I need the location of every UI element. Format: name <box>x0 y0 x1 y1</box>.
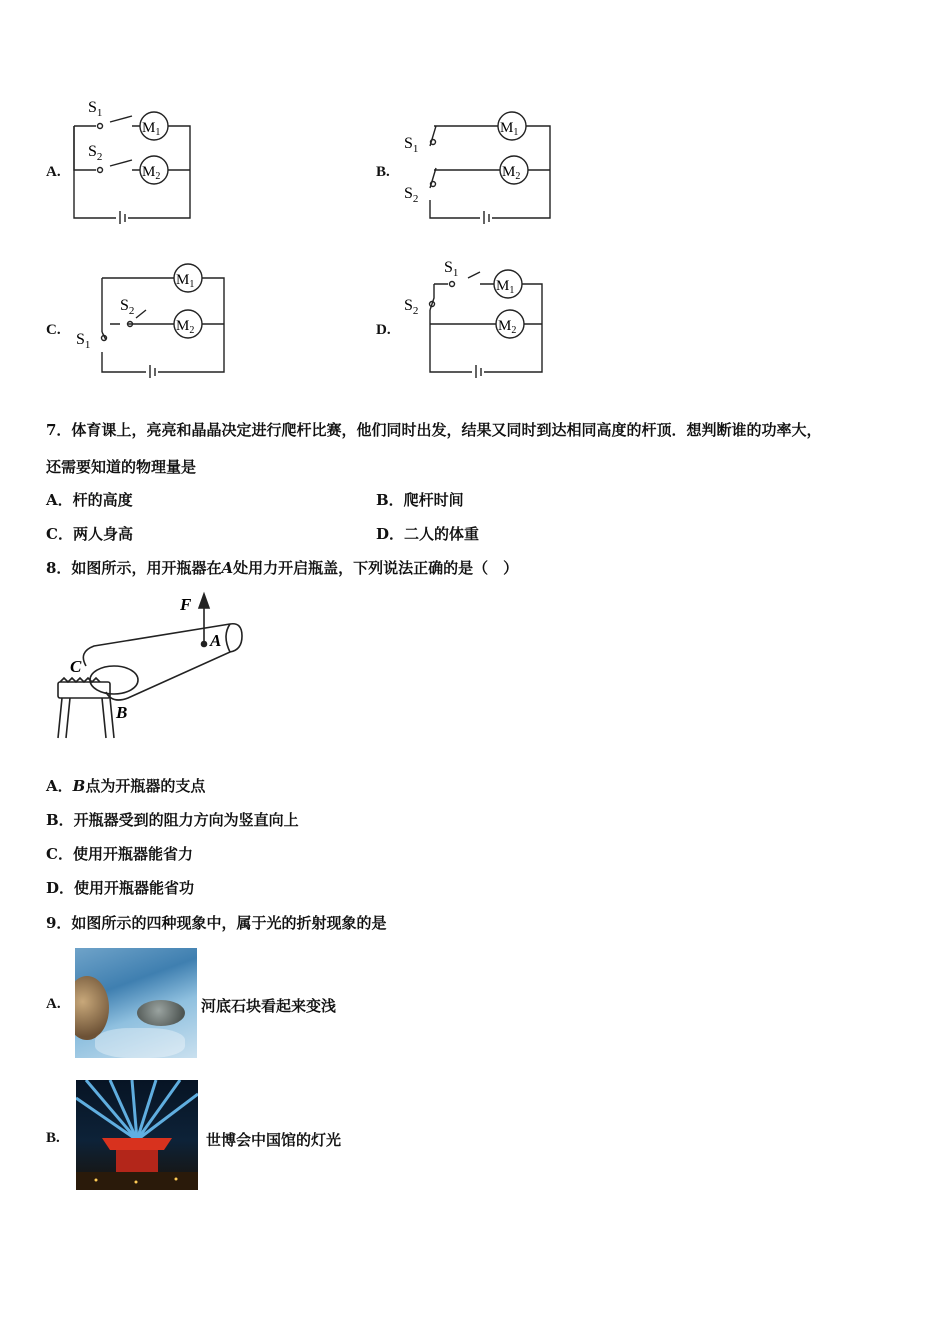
q7-option-d: D．二人的体重 <box>376 525 480 543</box>
q9-option-a-label: A. <box>46 996 61 1012</box>
q9-option-a-caption: 河底石块看起来变浅 <box>201 997 337 1015</box>
fig-label-c: C <box>70 657 82 676</box>
switch-s2-label: $S_2$ <box>88 143 103 163</box>
q8-option-a-prefix: A． <box>46 777 73 795</box>
svg-text:M1: $M_1$ <box>176 272 195 290</box>
q7-stem-line2: 还需要知道的物理量是 <box>46 458 197 476</box>
q8-option-a <box>46 776 205 796</box>
bottle-opener-figure <box>46 588 252 744</box>
q8-option-a-suffix: 点为开瓶器的支点 <box>85 777 206 795</box>
expo-pavilion-photo <box>76 1080 198 1190</box>
q6-circuit-a <box>70 92 200 224</box>
fig-label-f: F <box>180 595 192 614</box>
q6-circuit-b <box>400 108 560 224</box>
svg-text:S2: $S_2$ <box>404 297 419 317</box>
q7-stem-line1: 7．体育课上，亮亮和晶晶决定进行爬杆比赛，他们同时出发，结果又同时到达相同高度的杆顶．想判断谁的功率大， <box>46 421 822 439</box>
q6-option-b-label: B. <box>376 164 390 180</box>
q6-circuit-c <box>70 258 230 378</box>
q8-option-d: D．使用开瓶器能省功 <box>46 879 195 897</box>
q9-stem: 9．如图所示的四种现象中，属于光的折射现象的是 <box>46 914 387 932</box>
svg-text:S2: $S_2$ <box>404 185 419 205</box>
q8-option-c: C．使用开瓶器能省力 <box>46 845 193 863</box>
svg-text:S1: $S_1$ <box>444 259 459 279</box>
q6-option-d-label: D. <box>376 322 391 338</box>
light-beams-graphic <box>76 1080 198 1190</box>
q8-option-a-italic: B <box>72 777 86 795</box>
q6-option-c-label: C. <box>46 322 61 338</box>
motor-m2-label: $M_2$ <box>142 164 161 182</box>
q9-option-b-caption: 世博会中国馆的灯光 <box>206 1131 342 1149</box>
svg-text:S1: $S_1$ <box>404 135 419 155</box>
motor-m1-label: $M_1$ <box>142 120 161 138</box>
q7-option-c: C．两人身高 <box>46 525 133 543</box>
svg-text:M1: $M_1$ <box>500 120 519 138</box>
q8-stem-suffix: 处用力开启瓶盖，下列说法正确的是（ ） <box>233 559 519 577</box>
q8-stem <box>46 558 518 578</box>
q8-option-b: B．开瓶器受到的阻力方向为竖直向上 <box>46 811 299 829</box>
q8-stem-prefix: 8．如图所示，用开瓶器在 <box>46 559 222 577</box>
svg-text:S1: $S_1$ <box>76 331 91 351</box>
q8-stem-italic: A <box>221 559 234 577</box>
svg-text:M2: $M_2$ <box>502 164 521 182</box>
svg-text:M1: $M_1$ <box>496 278 515 296</box>
river-stone-photo <box>75 948 197 1058</box>
svg-text:M2: $M_2$ <box>498 318 517 336</box>
fig-label-b: B <box>116 703 128 722</box>
q9-option-b-label: B. <box>46 1130 60 1146</box>
q7-option-b: B．爬杆时间 <box>376 491 464 509</box>
fig-label-a: A <box>210 631 222 650</box>
q6-circuit-d <box>400 254 550 378</box>
svg-text:M2: $M_2$ <box>176 318 195 336</box>
svg-text:S2: $S_2$ <box>120 297 135 317</box>
switch-s1-label: $S_1$ <box>88 99 103 119</box>
q6-option-a-label: A. <box>46 164 61 180</box>
q7-option-a: A．杆的高度 <box>46 491 133 509</box>
